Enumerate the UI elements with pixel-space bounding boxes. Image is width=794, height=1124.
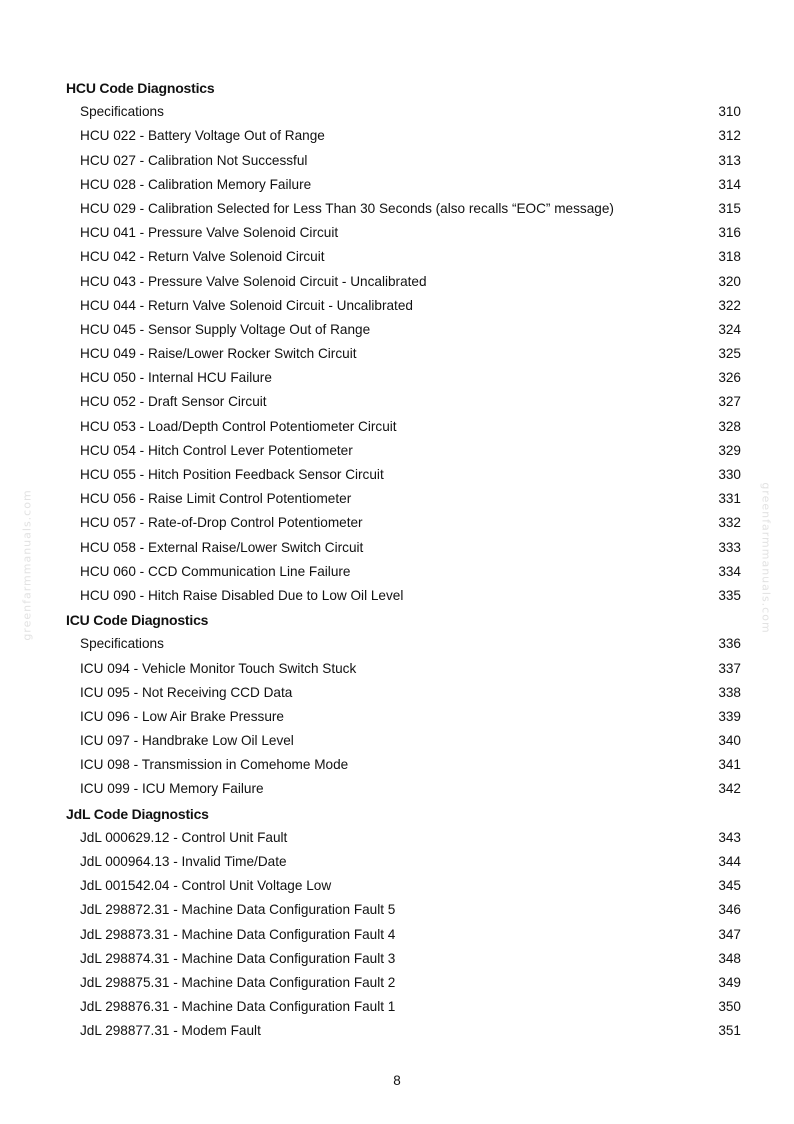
toc-entry-page: 349 [718, 974, 741, 990]
toc-entry-title: HCU 052 - Draft Sensor Circuit [80, 394, 267, 410]
toc-entry-page: 329 [718, 442, 741, 458]
toc-entry-title: HCU 056 - Raise Limit Control Potentiometer [80, 491, 352, 507]
toc-entry-page: 324 [718, 321, 741, 337]
toc-entry[interactable] [0, 681, 794, 705]
table-of-contents [0, 76, 794, 1044]
toc-entry-title: HCU 055 - Hitch Position Feedback Sensor Circuit [80, 467, 384, 482]
toc-entry-title: Specifications [80, 636, 164, 652]
toc-entry-page: 331 [718, 491, 741, 507]
toc-entry[interactable] [0, 657, 794, 681]
toc-entry-title: HCU 053 - Load/Depth Control Potentiometer Circuit [80, 418, 397, 434]
toc-entry-page: 333 [718, 539, 741, 555]
toc-entry[interactable] [0, 173, 794, 197]
toc-entry-title: HCU 054 - Hitch Control Lever Potentiometer [80, 442, 353, 458]
toc-entry-page: 351 [718, 1023, 741, 1039]
toc-entry-title: HCU 027 - Calibration Not Successful [80, 152, 308, 168]
toc-entry-page: 313 [718, 152, 741, 168]
toc-entry[interactable] [0, 995, 794, 1019]
toc-entry-title: JdL 298872.31 - Machine Data Configuration Fault 5 [80, 902, 396, 918]
section-title: ICU Code Diagnostics [66, 612, 209, 629]
toc-entry-page: 327 [718, 394, 741, 410]
toc-entry-page: 339 [718, 708, 741, 724]
toc-entry[interactable] [0, 705, 794, 729]
toc-entry-title: HCU 041 - Pressure Valve Solenoid Circuit [80, 225, 339, 241]
toc-entry[interactable] [0, 149, 794, 173]
watermark-right: greenfarmmanuals.com [759, 482, 773, 634]
toc-entry-page: 318 [718, 249, 741, 265]
toc-entry[interactable] [0, 826, 794, 850]
toc-entry-page: 320 [718, 273, 741, 289]
toc-entry-page: 328 [718, 418, 741, 434]
toc-entry-page: 322 [718, 297, 741, 313]
toc-entry-title: HCU 058 - External Raise/Lower Switch Circuit [80, 539, 364, 555]
toc-entry-page: 337 [718, 660, 741, 676]
toc-entry[interactable] [0, 777, 794, 801]
toc-entry-page: 326 [718, 370, 741, 386]
toc-entry-page: 325 [718, 346, 741, 362]
toc-entry[interactable] [0, 463, 794, 487]
toc-entry-page: 343 [718, 829, 741, 845]
toc-entry-page: 336 [718, 636, 741, 652]
toc-entry[interactable] [0, 850, 794, 874]
page-number: 8 [393, 1073, 401, 1088]
toc-entry-title: HCU 022 - Battery Voltage Out of Range [80, 128, 325, 144]
toc-entry[interactable] [0, 898, 794, 922]
toc-entry-page: 341 [718, 757, 741, 773]
toc-entry[interactable] [0, 366, 794, 390]
toc-entry[interactable] [0, 560, 794, 584]
toc-entry-page: 338 [718, 684, 741, 700]
toc-entry-title: JdL 298877.31 - Modem Fault [80, 1023, 261, 1039]
toc-entry[interactable] [0, 947, 794, 971]
toc-entry[interactable] [0, 729, 794, 753]
toc-entry-title: ICU 095 - Not Receiving CCD Data [80, 684, 293, 700]
toc-entry-title: ICU 099 - ICU Memory Failure [80, 781, 264, 797]
toc-entry-page: 342 [718, 781, 741, 797]
toc-entry-title: HCU 057 - Rate-of-Drop Control Potentiometer [80, 515, 363, 531]
section-title: HCU Code Diagnostics [66, 80, 215, 96]
toc-entry[interactable] [0, 874, 794, 898]
toc-entry[interactable] [0, 971, 794, 995]
toc-entry[interactable] [0, 100, 794, 124]
toc-entry[interactable] [0, 511, 794, 535]
toc-entry-page: 330 [718, 467, 741, 482]
section-title: JdL Code Diagnostics [66, 805, 209, 822]
toc-entry-title: HCU 090 - Hitch Raise Disabled Due to Low Oil Level [80, 587, 404, 603]
toc-entry-title: HCU 050 - Internal HCU Failure [80, 370, 272, 386]
toc-entry-title: ICU 097 - Handbrake Low Oil Level [80, 733, 294, 749]
toc-entry-title: HCU 043 - Pressure Valve Solenoid Circuit - Uncalibrated [80, 273, 427, 289]
toc-entry-title: ICU 094 - Vehicle Monitor Touch Switch Stuck [80, 660, 357, 676]
watermark-left: greenfarmmanuals.com [20, 489, 34, 641]
toc-entry-page: 335 [718, 587, 741, 603]
toc-entry[interactable] [0, 342, 794, 366]
toc-entry-page: 347 [718, 926, 741, 942]
toc-entry-title: Specifications [80, 104, 164, 120]
toc-entry-title: JdL 298873.31 - Machine Data Configuration Fault 4 [80, 926, 396, 942]
toc-entry-title: JdL 000629.12 - Control Unit Fault [80, 829, 288, 845]
toc-entry-page: 315 [718, 200, 741, 216]
toc-entry[interactable] [0, 923, 794, 947]
toc-entry-title: HCU 042 - Return Valve Solenoid Circuit [80, 249, 325, 265]
toc-entry-title: ICU 098 - Transmission in Comehome Mode [80, 757, 349, 773]
toc-entry[interactable] [0, 318, 794, 342]
toc-entry-page: 348 [718, 950, 741, 966]
toc-entry[interactable] [0, 1019, 794, 1043]
toc-entry-page: 334 [718, 563, 741, 579]
toc-entry[interactable] [0, 439, 794, 463]
toc-entry-page: 332 [718, 515, 741, 531]
toc-entry[interactable] [0, 294, 794, 318]
toc-entry[interactable] [0, 487, 794, 511]
toc-entry[interactable] [0, 124, 794, 148]
toc-entry-page: 312 [718, 128, 741, 144]
toc-entry[interactable] [0, 390, 794, 414]
toc-entry-page: 350 [718, 999, 741, 1015]
toc-entry-page: 310 [718, 104, 741, 120]
toc-entry[interactable] [0, 415, 794, 439]
toc-entry-page: 316 [718, 225, 741, 241]
toc-entry[interactable] [0, 197, 794, 221]
toc-entry[interactable] [0, 270, 794, 294]
toc-entry[interactable] [0, 753, 794, 777]
toc-entry-title: JdL 298875.31 - Machine Data Configuration Fault 2 [80, 974, 396, 990]
toc-entry-title: HCU 044 - Return Valve Solenoid Circuit - Uncalibrated [80, 297, 413, 313]
toc-entry-title: JdL 298874.31 - Machine Data Configuration Fault 3 [80, 950, 396, 966]
toc-entry[interactable] [0, 245, 794, 269]
toc-entry-page: 314 [718, 176, 741, 192]
toc-entry-title: JdL 000964.13 - Invalid Time/Date [80, 854, 287, 869]
toc-entry[interactable] [0, 632, 794, 656]
toc-entry-page: 345 [718, 878, 741, 894]
toc-entry[interactable] [0, 221, 794, 245]
toc-entry-title: HCU 049 - Raise/Lower Rocker Switch Circuit [80, 346, 357, 362]
toc-entry-title: HCU 045 - Sensor Supply Voltage Out of Range [80, 321, 371, 337]
toc-entry-page: 346 [718, 902, 741, 918]
toc-entry-title: HCU 028 - Calibration Memory Failure [80, 176, 312, 192]
toc-entry-page: 344 [718, 854, 741, 869]
toc-entry-title: HCU 029 - Calibration Selected for Less Than 30 Seconds (also recalls “EOC” message) [80, 200, 614, 216]
toc-entry[interactable] [0, 536, 794, 560]
toc-entry-title: JdL 298876.31 - Machine Data Configuration Fault 1 [80, 999, 396, 1015]
toc-entry-page: 340 [718, 733, 741, 749]
toc-entry-title: JdL 001542.04 - Control Unit Voltage Low [80, 878, 332, 894]
toc-entry-title: ICU 096 - Low Air Brake Pressure [80, 708, 284, 724]
toc-entry[interactable] [0, 584, 794, 608]
toc-entry-title: HCU 060 - CCD Communication Line Failure [80, 563, 351, 579]
